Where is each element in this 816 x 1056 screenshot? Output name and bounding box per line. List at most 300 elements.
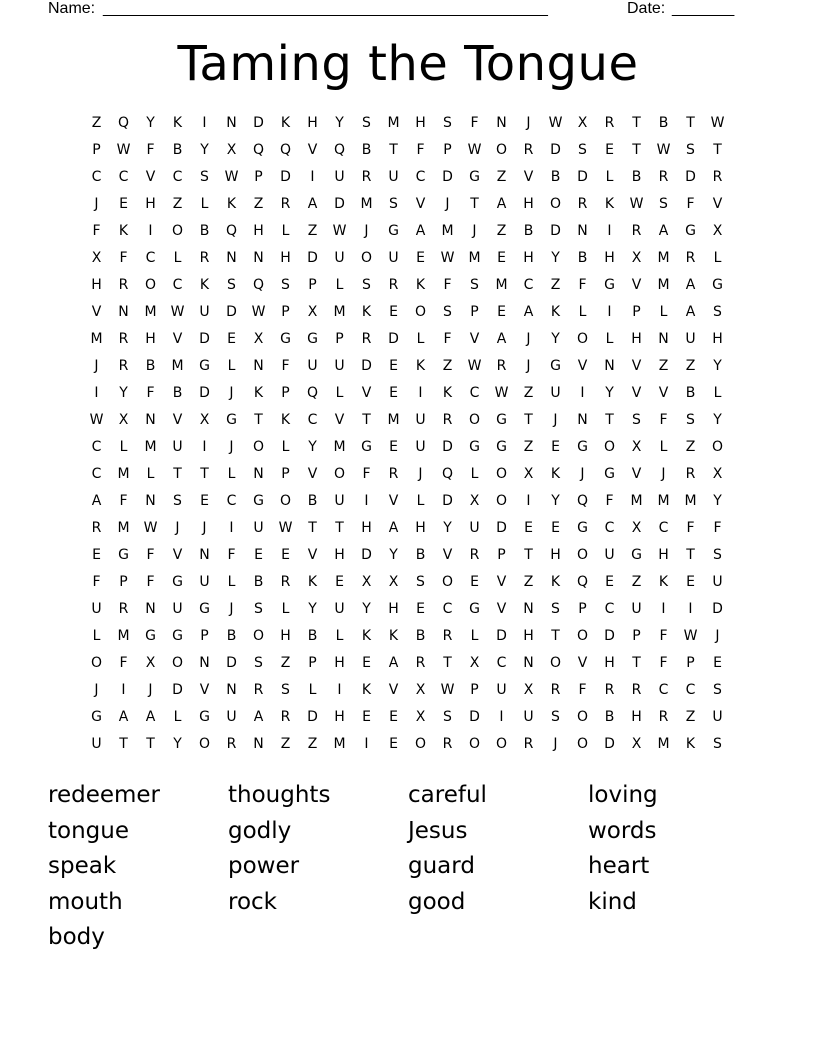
grid-letter: Y (551, 250, 560, 266)
grid-letter: E (92, 547, 101, 563)
grid-letter: I (364, 736, 369, 752)
grid-letter: Z (685, 709, 696, 725)
grid-letter: P (470, 682, 479, 698)
grid-letter: H (631, 331, 642, 347)
grid-letter: I (229, 520, 234, 536)
grid-letter: R (604, 115, 615, 131)
grid-letter: C (658, 520, 669, 536)
grid-letter: L (227, 574, 236, 590)
grid-letter: A (145, 709, 156, 725)
grid-letter: F (92, 574, 101, 590)
grid-letter: E (254, 547, 263, 563)
grid-letter: S (686, 142, 695, 158)
grid-letter: M (171, 358, 184, 374)
grid-letter: I (661, 601, 666, 617)
grid-row (83, 137, 731, 164)
grid-letter: U (469, 520, 480, 536)
grid-letter: K (442, 385, 453, 401)
grid-letter: R (226, 736, 237, 752)
grid-letter: R (658, 709, 669, 725)
grid-letter: M (657, 277, 670, 293)
grid-letter: R (469, 547, 480, 563)
grid-letter: U (334, 493, 345, 509)
grid-letter: F (659, 655, 668, 671)
grid-letter: N (496, 115, 507, 131)
grid-letter: N (577, 223, 588, 239)
grid-letter: J (445, 196, 450, 212)
grid-letter: K (280, 115, 291, 131)
grid-letter: K (550, 574, 561, 590)
grid-letter: B (172, 385, 183, 401)
grid-letter: F (119, 493, 128, 509)
grid-letter: M (117, 520, 130, 536)
grid-letter: L (308, 682, 317, 698)
grid-letter: I (310, 169, 315, 185)
grid-letter: R (658, 169, 669, 185)
grid-letter: O (252, 628, 265, 644)
grid-letter: A (388, 655, 399, 671)
grid-letter: P (254, 169, 263, 185)
grid-letter: K (415, 358, 426, 374)
grid-letter: K (604, 196, 615, 212)
grid-letter: A (496, 196, 507, 212)
grid-letter: G (496, 439, 507, 455)
grid-letter: E (416, 601, 425, 617)
grid-row (83, 380, 731, 407)
grid-row (83, 569, 731, 596)
grid-letter: D (712, 601, 723, 617)
grid-letter: R (361, 169, 372, 185)
grid-letter: O (576, 736, 589, 752)
grid-letter: B (685, 385, 696, 401)
grid-letter: D (604, 628, 615, 644)
grid-letter: W (332, 223, 347, 239)
grid-letter: R (442, 412, 453, 428)
grid-letter: N (226, 682, 237, 698)
grid-letter: I (364, 493, 369, 509)
name-blank-line: __________________________________________________ (103, 0, 548, 17)
grid-letter: O (495, 142, 508, 158)
grid-letter: C (604, 520, 615, 536)
grid-letter: C (172, 277, 183, 293)
grid-letter: D (307, 709, 318, 725)
grid-letter: H (145, 196, 156, 212)
grid-letter: R (388, 277, 399, 293)
grid-letter: Y (308, 439, 317, 455)
grid-letter: Q (441, 466, 454, 482)
grid-letter: X (523, 466, 534, 482)
grid-letter: Z (685, 439, 696, 455)
grid-letter: M (144, 304, 157, 320)
grid-letter: E (389, 736, 398, 752)
grid-letter: H (631, 709, 642, 725)
grid-letter: Q (576, 493, 589, 509)
grid-letter: F (227, 547, 236, 563)
grid-letter: D (496, 520, 507, 536)
grid-letter: J (580, 466, 585, 482)
grid-letter: H (523, 250, 534, 266)
grid-letter: G (712, 277, 723, 293)
grid-row (83, 623, 731, 650)
grid-letter: B (199, 223, 210, 239)
grid-letter: X (712, 223, 723, 239)
grid-letter: F (686, 520, 695, 536)
grid-letter: W (548, 115, 563, 131)
grid-letter: V (577, 655, 588, 671)
grid-letter: U (604, 547, 615, 563)
grid-letter: L (281, 601, 290, 617)
grid-letter: U (415, 412, 426, 428)
grid-letter: H (91, 277, 102, 293)
grid-letter: Y (551, 493, 560, 509)
grid-letter: U (334, 169, 345, 185)
grid-letter: G (469, 169, 480, 185)
grid-letter: U (91, 601, 102, 617)
grid-letter: Z (631, 574, 642, 590)
grid-row (83, 353, 731, 380)
grid-letter: D (496, 628, 507, 644)
grid-letter: J (94, 682, 99, 698)
grid-letter: I (607, 304, 612, 320)
grid-letter: X (469, 655, 480, 671)
grid-row (83, 218, 731, 245)
grid-letter: H (280, 628, 291, 644)
grid-letter: L (227, 358, 236, 374)
grid-letter: D (172, 682, 183, 698)
grid-letter: B (604, 709, 615, 725)
grid-letter: V (388, 493, 399, 509)
grid-letter: P (470, 304, 479, 320)
grid-letter: V (307, 547, 318, 563)
grid-letter: V (577, 358, 588, 374)
grid-letter: V (307, 142, 318, 158)
grid-row (83, 245, 731, 272)
grid-letter: E (497, 250, 506, 266)
grid-letter: V (307, 466, 318, 482)
grid-letter: M (387, 412, 400, 428)
grid-letter: D (604, 736, 615, 752)
grid-letter: H (361, 520, 372, 536)
grid-letter: L (335, 385, 344, 401)
grid-letter: T (389, 142, 398, 158)
grid-letter: G (388, 223, 399, 239)
grid-letter: Y (713, 358, 722, 374)
grid-letter: I (94, 385, 99, 401)
grid-letter: I (148, 223, 153, 239)
word-bank-item: heart (588, 853, 650, 880)
grid-letter: R (523, 736, 534, 752)
grid-letter: Z (442, 358, 453, 374)
grid-letter: U (712, 709, 723, 725)
grid-letter: E (389, 709, 398, 725)
grid-letter: T (146, 736, 155, 752)
grid-letter: H (334, 709, 345, 725)
grid-letter: D (442, 169, 453, 185)
grid-letter: K (658, 574, 669, 590)
grid-letter: S (173, 493, 182, 509)
grid-letter: C (442, 601, 453, 617)
grid-letter: K (388, 628, 399, 644)
grid-letter: L (470, 466, 479, 482)
grid-letter: W (656, 142, 671, 158)
grid-letter: T (362, 412, 371, 428)
grid-letter: Q (117, 115, 130, 131)
grid-letter: L (92, 628, 101, 644)
grid-letter: P (308, 277, 317, 293)
grid-letter: I (688, 601, 693, 617)
grid-letter: O (549, 655, 562, 671)
grid-letter: W (494, 385, 509, 401)
grid-letter: T (632, 142, 641, 158)
grid-letter: S (713, 304, 722, 320)
grid-letter: B (307, 628, 318, 644)
grid-letter: O (333, 466, 346, 482)
grid-letter: D (334, 196, 345, 212)
grid-letter: Z (307, 736, 318, 752)
grid-letter: R (118, 277, 129, 293)
word-bank-item: loving (588, 782, 658, 808)
grid-letter: K (199, 277, 210, 293)
grid-letter: U (334, 250, 345, 266)
grid-letter: C (307, 412, 318, 428)
grid-letter: D (550, 142, 561, 158)
word-bank-item: good (408, 888, 466, 915)
grid-letter: R (118, 331, 129, 347)
grid-letter: N (145, 412, 156, 428)
grid-letter: B (226, 628, 237, 644)
grid-letter: J (229, 385, 234, 401)
grid-letter: N (226, 250, 237, 266)
grid-row (83, 677, 731, 704)
word-bank (48, 778, 768, 956)
grid-letter: K (361, 304, 372, 320)
grid-letter: M (387, 115, 400, 131)
grid-letter: O (171, 655, 184, 671)
grid-letter: K (307, 574, 318, 590)
grid-letter: F (92, 223, 101, 239)
grid-letter: G (199, 709, 210, 725)
grid-letter: V (631, 358, 642, 374)
grid-letter: S (632, 412, 641, 428)
word-bank-item: mouth (48, 888, 123, 915)
grid-letter: I (202, 115, 207, 131)
grid-letter: R (550, 682, 561, 698)
grid-letter: C (145, 250, 156, 266)
grid-letter: W (440, 682, 455, 698)
grid-letter: Q (252, 277, 265, 293)
grid-letter: F (659, 412, 668, 428)
word-bank-item: speak (48, 853, 117, 880)
grid-letter: V (415, 196, 426, 212)
grid-letter: Q (306, 385, 319, 401)
grid-letter: R (118, 358, 129, 374)
grid-letter: V (388, 682, 399, 698)
grid-letter: Q (576, 574, 589, 590)
grid-letter: T (119, 736, 128, 752)
grid-letter: L (713, 385, 722, 401)
grid-letter: V (631, 466, 642, 482)
grid-letter: O (495, 466, 508, 482)
grid-letter: X (253, 331, 264, 347)
grid-letter: F (362, 466, 371, 482)
grid-letter: U (685, 331, 696, 347)
grid-letter: G (604, 466, 615, 482)
grid-letter: B (145, 358, 156, 374)
grid-letter: N (226, 115, 237, 131)
grid-letter: E (200, 493, 209, 509)
grid-letter: O (603, 439, 616, 455)
grid-letter: R (91, 520, 102, 536)
grid-letter: M (657, 736, 670, 752)
grid-letter: R (280, 574, 291, 590)
grid-letter: U (415, 439, 426, 455)
grid-letter: O (360, 250, 373, 266)
grid-letter: Z (307, 223, 318, 239)
grid-letter: W (710, 115, 725, 131)
grid-letter: H (712, 331, 723, 347)
grid-letter: O (252, 439, 265, 455)
grid-letter: N (118, 304, 129, 320)
grid-letter: F (578, 682, 587, 698)
grid-letter: X (226, 142, 237, 158)
grid-letter: R (631, 223, 642, 239)
grid-letter: F (281, 358, 290, 374)
grid-letter: S (578, 142, 587, 158)
grid-letter: N (523, 655, 534, 671)
grid-letter: V (496, 601, 507, 617)
grid-letter: J (661, 466, 666, 482)
grid-letter: N (199, 655, 210, 671)
grid-letter: I (526, 493, 531, 509)
grid-letter: X (91, 250, 102, 266)
grid-letter: M (333, 439, 346, 455)
grid-letter: T (308, 520, 317, 536)
grid-letter: Z (496, 223, 507, 239)
grid-letter: A (253, 709, 264, 725)
grid-letter: S (713, 736, 722, 752)
grid-letter: U (91, 736, 102, 752)
grid-letter: K (253, 385, 264, 401)
grid-letter: W (170, 304, 185, 320)
grid-letter: R (388, 466, 399, 482)
grid-letter: V (172, 412, 183, 428)
grid-letter: X (145, 655, 156, 671)
grid-letter: L (200, 196, 209, 212)
grid-letter: X (469, 493, 480, 509)
grid-letter: V (658, 385, 669, 401)
grid-letter: T (335, 520, 344, 536)
grid-letter: L (470, 628, 479, 644)
grid-letter: M (90, 331, 103, 347)
grid-letter: R (280, 709, 291, 725)
grid-letter: I (337, 682, 342, 698)
grid-letter: O (414, 736, 427, 752)
grid-letter: U (226, 709, 237, 725)
grid-letter: S (416, 574, 425, 590)
grid-letter: P (200, 628, 209, 644)
grid-letter: O (171, 223, 184, 239)
grid-letter: S (713, 547, 722, 563)
grid-letter: G (631, 547, 642, 563)
grid-letter: G (253, 493, 264, 509)
grid-letter: Z (280, 655, 291, 671)
grid-letter: N (604, 358, 615, 374)
grid-letter: C (226, 493, 237, 509)
grid-letter: R (442, 628, 453, 644)
grid-letter: Y (551, 331, 560, 347)
grid-letter: G (199, 358, 210, 374)
grid-letter: B (172, 142, 183, 158)
grid-letter: M (657, 250, 670, 266)
grid-letter: J (364, 223, 369, 239)
grid-letter: L (281, 223, 290, 239)
word-bank-item: guard (408, 853, 475, 880)
grid-letter: H (334, 547, 345, 563)
grid-letter: X (577, 115, 588, 131)
grid-letter: V (496, 574, 507, 590)
grid-letter: G (685, 223, 696, 239)
grid-letter: D (307, 250, 318, 266)
grid-letter: F (146, 385, 155, 401)
grid-letter: T (686, 115, 695, 131)
grid-letter: G (469, 439, 480, 455)
grid-letter: U (550, 385, 561, 401)
grid-letter: V (334, 412, 345, 428)
grid-letter: D (226, 655, 237, 671)
grid-letter: P (281, 385, 290, 401)
grid-letter: L (416, 331, 425, 347)
grid-letter: Y (389, 547, 398, 563)
word-bank-item: tongue (48, 817, 129, 844)
grid-row (83, 164, 731, 191)
word-bank-item: body (48, 924, 105, 951)
grid-letter: N (253, 358, 264, 374)
grid-letter: J (175, 520, 180, 536)
grid-letter: M (360, 196, 373, 212)
grid-letter: T (686, 547, 695, 563)
name-label: Name: (48, 0, 96, 17)
grid-letter: B (415, 628, 426, 644)
grid-letter: E (497, 304, 506, 320)
grid-letter: A (523, 304, 534, 320)
grid-letter: H (523, 196, 534, 212)
grid-letter: U (172, 601, 183, 617)
grid-letter: R (415, 655, 426, 671)
grid-letter: B (361, 142, 372, 158)
grid-letter: P (632, 628, 641, 644)
grid-letter: Z (685, 358, 696, 374)
grid-letter: J (526, 358, 531, 374)
grid-letter: P (119, 574, 128, 590)
grid-letter: L (146, 466, 155, 482)
grid-letter: H (604, 655, 615, 671)
grid-letter: T (470, 196, 479, 212)
grid-letter: E (389, 304, 398, 320)
grid-letter: L (335, 277, 344, 293)
word-bank-item: power (228, 853, 300, 880)
grid-letter: V (469, 331, 480, 347)
grid-letter: P (335, 331, 344, 347)
grid-letter: P (281, 466, 290, 482)
grid-letter: J (553, 412, 558, 428)
grid-letter: U (334, 358, 345, 374)
grid-letter: A (415, 223, 426, 239)
grid-letter: Y (713, 493, 722, 509)
grid-letter: V (172, 331, 183, 347)
grid-letter: G (307, 331, 318, 347)
grid-letter: C (91, 169, 102, 185)
grid-letter: N (658, 331, 669, 347)
